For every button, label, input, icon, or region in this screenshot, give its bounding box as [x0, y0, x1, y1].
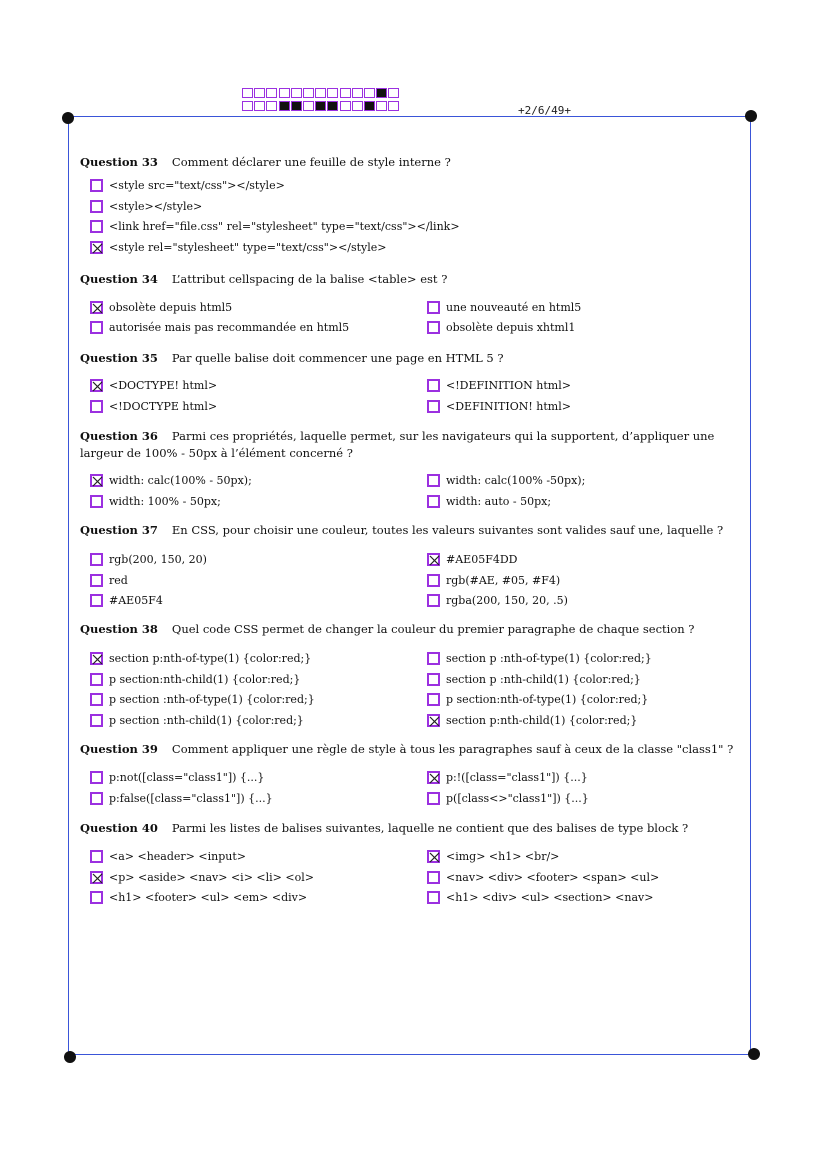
corner-mark-bottom-left	[64, 1051, 76, 1063]
barcode-cell	[315, 101, 326, 111]
checkbox[interactable]	[90, 714, 103, 727]
barcode-cell	[291, 88, 302, 98]
barcode-cell	[364, 101, 375, 111]
answer-label: width: calc(100% -50px);	[446, 474, 586, 487]
answer-label: <h1> <footer> <ul> <em> <div>	[109, 891, 308, 904]
barcode-cell	[279, 101, 290, 111]
answer-option[interactable]	[427, 850, 559, 863]
checkbox[interactable]	[427, 574, 440, 587]
page-frame	[68, 116, 751, 1055]
checkbox[interactable]	[90, 594, 103, 607]
answer-label: section p :nth-of-type(1) {color:red;}	[446, 652, 652, 665]
answer-option[interactable]	[90, 241, 387, 254]
answer-label: <!DEFINITION html>	[446, 379, 571, 392]
question-number: Question 39	[80, 742, 158, 756]
answer-label: p:not([class="class1"]) {...}	[109, 771, 265, 784]
checkbox[interactable]	[90, 495, 103, 508]
corner-mark-bottom-right	[748, 1048, 760, 1060]
answer-option[interactable]	[427, 693, 648, 706]
barcode-cell	[352, 88, 363, 98]
question-block	[80, 621, 745, 727]
barcode-cell	[279, 88, 290, 98]
checked-checkbox[interactable]	[427, 771, 440, 784]
barcode-cell	[303, 101, 314, 111]
question-heading	[80, 522, 745, 539]
answer-label: <DEFINITION! html>	[446, 400, 571, 413]
barcode-row	[242, 88, 400, 100]
checkbox[interactable]	[90, 220, 103, 233]
answer-option[interactable]	[90, 792, 273, 805]
barcode-cell	[327, 88, 338, 98]
answer-label: obsolète depuis html5	[109, 301, 233, 314]
answer-label: une nouveauté en html5	[446, 301, 582, 314]
answer-label: section p:nth-of-type(1) {color:red;}	[109, 652, 312, 665]
checkbox[interactable]	[427, 495, 440, 508]
checkbox[interactable]	[427, 594, 440, 607]
question-heading	[80, 741, 745, 758]
checked-checkbox[interactable]	[427, 714, 440, 727]
answer-option[interactable]	[90, 179, 285, 192]
question-number: Question 35	[80, 351, 158, 365]
checkbox[interactable]	[90, 771, 103, 784]
checkbox[interactable]	[90, 693, 103, 706]
answer-option[interactable]	[90, 714, 304, 727]
answer-option[interactable]	[90, 321, 349, 334]
barcode-cell	[388, 88, 399, 98]
answer-option[interactable]	[427, 792, 589, 805]
corner-mark-top-left	[62, 112, 74, 124]
barcode-cell	[291, 101, 302, 111]
question-number: Question 36	[80, 429, 158, 443]
answer-option[interactable]	[90, 594, 163, 607]
answer-option[interactable]	[90, 693, 315, 706]
question-heading	[80, 271, 745, 288]
answer-option[interactable]	[427, 379, 571, 392]
answer-option[interactable]	[427, 495, 551, 508]
barcode-cell	[254, 88, 265, 98]
answer-label: rgba(200, 150, 20, .5)	[446, 594, 568, 607]
barcode-cell	[340, 88, 351, 98]
question-number: Question 34	[80, 272, 158, 286]
answer-option[interactable]	[90, 553, 207, 566]
checkbox[interactable]	[427, 891, 440, 904]
answer-label: rgb(#AE, #05, #F4)	[446, 573, 561, 587]
checked-checkbox[interactable]	[427, 850, 440, 863]
answer-option[interactable]	[427, 474, 585, 487]
answer-option[interactable]	[427, 553, 517, 566]
checkbox[interactable]	[90, 553, 103, 566]
checkbox[interactable]	[427, 693, 440, 706]
answer-label: p section :nth-of-type(1) {color:red;}	[109, 693, 315, 706]
barcode-row	[242, 101, 400, 113]
checkbox[interactable]	[427, 400, 440, 413]
barcode-cell	[327, 101, 338, 111]
answer-option[interactable]	[90, 379, 217, 392]
answer-label: p section :nth-child(1) {color:red;}	[109, 713, 304, 727]
question-text: L’attribut cellspacing de la balise <table> est ?	[171, 272, 448, 286]
answer-option[interactable]	[427, 594, 568, 607]
barcode-cell	[242, 101, 253, 111]
answer-option[interactable]	[90, 673, 300, 686]
answer-option[interactable]	[427, 652, 652, 665]
answer-label: <DOCTYPE! html>	[109, 379, 218, 392]
answer-option[interactable]	[90, 891, 307, 904]
question-heading	[80, 154, 745, 171]
answer-label: <a> <header> <input>	[109, 850, 246, 863]
checkbox[interactable]	[90, 200, 103, 213]
answer-label: rgb(200, 150, 20)	[109, 553, 207, 566]
answer-option[interactable]	[427, 891, 653, 904]
question-heading	[80, 820, 745, 837]
answer-option[interactable]	[90, 652, 311, 665]
answer-option[interactable]	[427, 574, 560, 587]
checked-checkbox[interactable]	[427, 553, 440, 566]
barcode-cell	[376, 101, 387, 111]
answer-label: <img> <h1> <br/>	[446, 850, 560, 863]
checked-checkbox[interactable]	[90, 241, 103, 254]
barcode-cell	[388, 101, 399, 111]
question-block	[80, 820, 745, 904]
checkbox[interactable]	[90, 179, 103, 192]
checked-checkbox[interactable]	[90, 379, 103, 392]
answer-option[interactable]	[90, 495, 221, 508]
question-text: Par quelle balise doit commencer une page en HTML 5 ?	[171, 351, 504, 365]
answer-option[interactable]	[90, 220, 460, 233]
page-id: +2/6/49+	[518, 104, 571, 117]
answer-label: width: calc(100% - 50px);	[109, 474, 252, 487]
question-number: Question 38	[80, 622, 158, 636]
answer-label: section p:nth-child(1) {color:red;}	[446, 713, 638, 727]
answer-label: obsolète depuis xhtml1	[446, 321, 576, 334]
barcode-cell	[376, 88, 387, 98]
answer-option[interactable]	[90, 474, 252, 487]
question-number: Question 33	[80, 155, 158, 169]
question-text: Comment déclarer une feuille de style interne ?	[171, 155, 451, 169]
checkbox[interactable]	[90, 574, 103, 587]
answer-label: p section:nth-of-type(1) {color:red;}	[446, 693, 649, 706]
checkbox[interactable]	[90, 673, 103, 686]
question-block	[80, 350, 745, 413]
checked-checkbox[interactable]	[90, 474, 103, 487]
answer-label: p section:nth-child(1) {color:red;}	[109, 672, 301, 686]
answer-option[interactable]	[427, 321, 575, 334]
checkbox[interactable]	[90, 321, 103, 334]
question-heading	[80, 428, 745, 462]
question-number: Question 37	[80, 523, 158, 537]
answer-label: <nav> <div> <footer> <span> <ul>	[446, 870, 660, 884]
answer-label: <style></style>	[109, 199, 203, 213]
checked-checkbox[interactable]	[90, 301, 103, 314]
question-block	[80, 741, 745, 805]
barcode-grid	[242, 88, 400, 114]
barcode-cell	[352, 101, 363, 111]
question-text: Parmi ces propriétés, laquelle permet, sur les navigateurs qui la supportent, d’appliquer une largeur de 100% - 50px à l’élément concerné ?	[80, 429, 715, 460]
barcode-cell	[340, 101, 351, 111]
checkbox[interactable]	[427, 301, 440, 314]
checkbox[interactable]	[90, 891, 103, 904]
answer-label: p:false([class="class1"]) {...}	[109, 791, 273, 805]
question-heading	[80, 350, 745, 367]
answer-option[interactable]	[90, 850, 246, 863]
answer-label: section p :nth-child(1) {color:red;}	[446, 672, 641, 686]
question-number: Question 40	[80, 821, 158, 835]
checked-checkbox[interactable]	[90, 871, 103, 884]
answer-label: <h1> <div> <ul> <section> <nav>	[446, 891, 654, 904]
checkbox[interactable]	[427, 379, 440, 392]
question-text: Parmi les listes de balises suivantes, laquelle ne contient que des balises de type block ?	[171, 821, 689, 835]
answer-label: #AE05F4DD	[446, 553, 518, 566]
barcode-cell	[254, 101, 265, 111]
answer-option[interactable]	[427, 301, 581, 314]
barcode-cell	[303, 88, 314, 98]
answer-label: width: auto - 50px;	[446, 495, 552, 508]
question-text: En CSS, pour choisir une couleur, toutes les valeurs suivantes sont valides sauf une, laquelle ?	[171, 523, 724, 537]
answer-option[interactable]	[427, 771, 588, 784]
question-heading	[80, 621, 745, 638]
answer-label: red	[109, 573, 128, 587]
answer-label: <style src="text/css"></style>	[109, 179, 285, 192]
checkbox[interactable]	[427, 871, 440, 884]
checked-checkbox[interactable]	[90, 652, 103, 665]
question-block	[80, 428, 745, 508]
answer-option[interactable]	[90, 301, 232, 314]
answer-label: <p> <aside> <nav> <i> <li> <ol>	[109, 870, 314, 884]
checkbox[interactable]	[427, 673, 440, 686]
answer-label: autorisée mais pas recommandée en html5	[109, 321, 350, 334]
checkbox[interactable]	[427, 792, 440, 805]
question-block	[80, 154, 745, 254]
checkbox[interactable]	[90, 850, 103, 863]
answer-label: <!DOCTYPE html>	[109, 400, 218, 413]
barcode-cell	[266, 88, 277, 98]
question-block	[80, 522, 745, 607]
answer-label: p:!([class="class1"]) {...}	[446, 771, 588, 784]
answer-label: width: 100% - 50px;	[109, 495, 221, 508]
checkbox[interactable]	[427, 474, 440, 487]
barcode-cell	[242, 88, 253, 98]
answer-option[interactable]	[90, 200, 202, 213]
answer-option[interactable]	[90, 400, 217, 413]
answer-label: p([class<>"class1"]) {...}	[446, 791, 589, 805]
answer-option[interactable]	[427, 673, 641, 686]
barcode-cell	[315, 88, 326, 98]
checkbox[interactable]	[427, 652, 440, 665]
answer-option[interactable]	[90, 871, 314, 884]
answer-option[interactable]	[90, 574, 128, 587]
checkbox[interactable]	[90, 792, 103, 805]
barcode-cell	[266, 101, 277, 111]
answer-option[interactable]	[90, 771, 264, 784]
question-block	[80, 271, 745, 334]
checkbox[interactable]	[90, 400, 103, 413]
answer-label: <link href="file.css" rel="stylesheet" type="text/css"></link>	[109, 220, 460, 233]
barcode-cell	[364, 88, 375, 98]
corner-mark-top-right	[745, 110, 757, 122]
question-text: Comment appliquer une règle de style à tous les paragraphes sauf à ceux de la classe "class1" ?	[171, 742, 734, 756]
answer-option[interactable]	[427, 871, 659, 884]
answer-label: #AE05F4	[109, 594, 163, 607]
checkbox[interactable]	[427, 321, 440, 334]
answer-option[interactable]	[427, 714, 637, 727]
answer-option[interactable]	[427, 400, 571, 413]
question-text: Quel code CSS permet de changer la couleur du premier paragraphe de chaque section ?	[171, 622, 695, 636]
answer-label: <style rel="stylesheet" type="text/css"></style>	[109, 240, 387, 254]
